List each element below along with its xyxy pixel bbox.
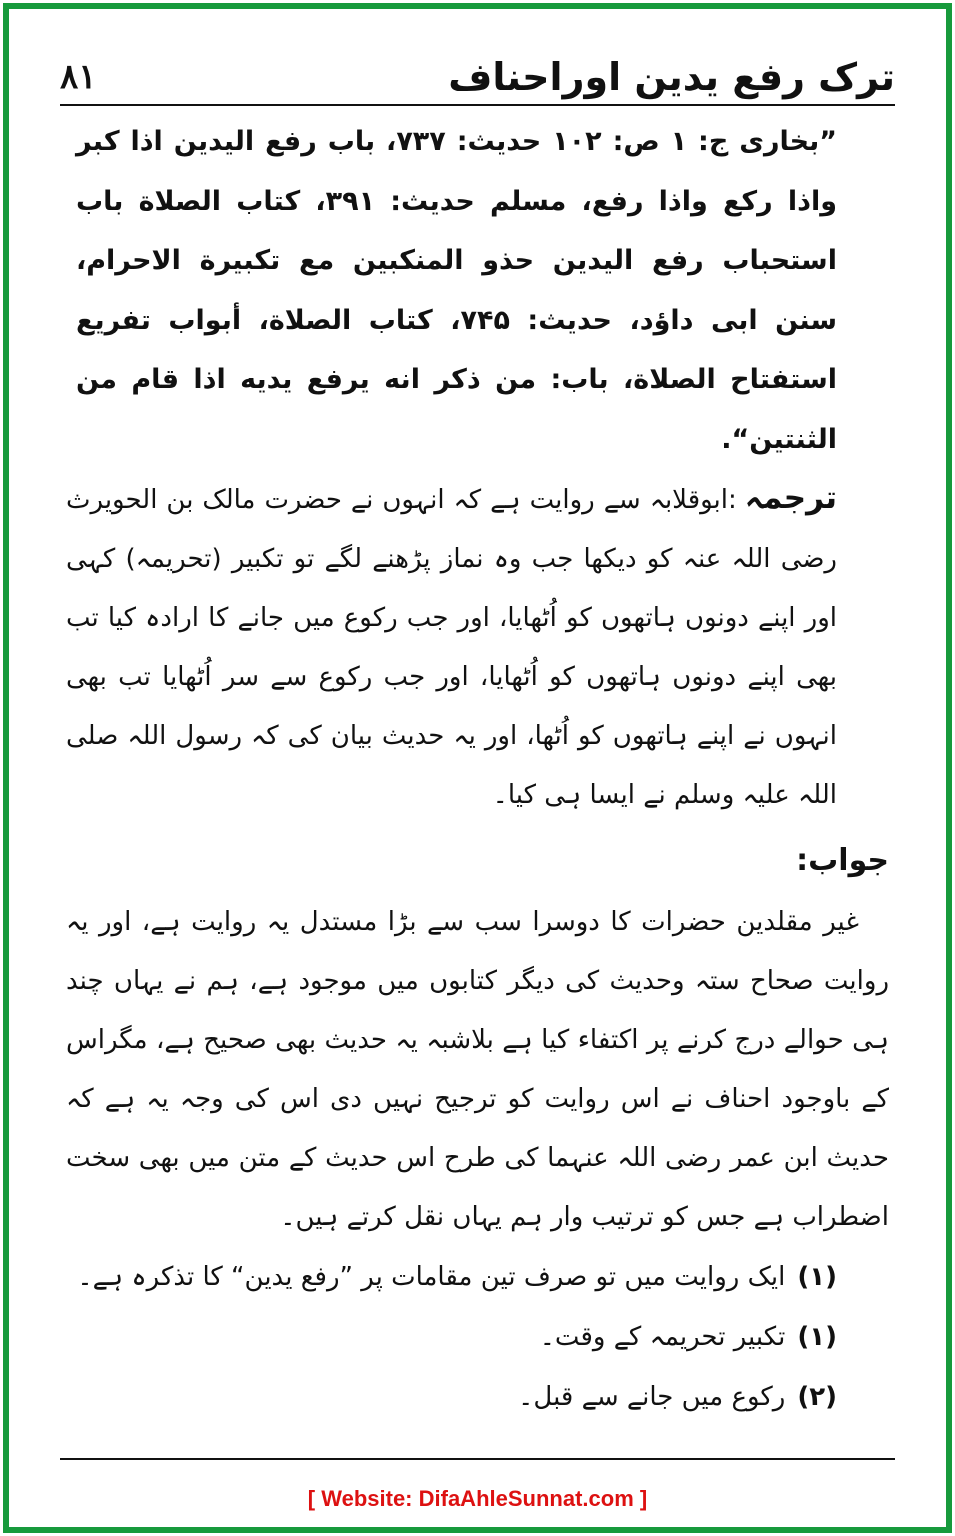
points-list [66, 1247, 889, 1427]
list-text: تکبیر تحریمہ کے وقت۔ [539, 1322, 786, 1352]
hadith-citation: ”بخاری ج: ۱ ص: ۱۰۲ حدیث: ۷۳۷، باب رفع الیدین اذا کبر واذا رکع واذا رفع، مسلم حدیث: ۳۹۱، کتاب الصلاة باب استحباب رفع الیدین حذو المنکبین مع تکبیرة الاحرام، سنن ابی داؤد، حدیث: ۷۴۵، کتاب الصلاة، أبواب تفریع استفتاح الصلاة، باب: من ذکر انه یرفع یدیه اذا قام من الثنتین“. [76, 126, 838, 455]
list-item [66, 1367, 837, 1427]
page-header [60, 52, 895, 102]
footer-divider [60, 1458, 895, 1460]
list-text: رکوع میں جانے سے قبل۔ [518, 1382, 786, 1412]
website-footer: [ Website: DifaAhleSunnat.com ] [307, 1486, 648, 1511]
list-marker: (۱) [797, 1322, 837, 1352]
page-content [66, 112, 889, 1452]
page-number: ٨١ [60, 57, 97, 97]
book-title: ترک رفع یدین اوراحناف [448, 55, 895, 99]
header-divider [60, 104, 895, 106]
list-text: ایک روایت میں تو صرف تین مقامات پر ”رفع یدین“ کا تذکرہ ہے۔ [77, 1262, 786, 1292]
list-marker: (۱) [797, 1262, 837, 1292]
answer-heading: جواب: [796, 843, 889, 878]
list-marker: (۲) [797, 1382, 837, 1412]
translation-text: :ابوقلابہ سے روایت ہے کہ انہوں نے حضرت مالک بن الحویرث رضی اللہ عنہ کو دیکھا جب وہ نماز پڑھنے لگے تو تکبیر (تحریمہ) کہی اور اپنے دونوں ہاتھوں کو اُٹھایا، اور جب رکوع میں جانے کا ارادہ کیا تب بھی اپنے دونوں ہاتھوں کو اُٹھایا، اور جب رکوع سے سر اُٹھایا تب بھی انہوں نے اپنے ہاتھوں کو اُٹھا، اور یہ حدیث بیان کی کہ رسول اللہ صلی اللہ علیہ وسلم نے ایسا ہی کیا۔ [66, 485, 837, 810]
list-item [66, 1247, 837, 1307]
list-item [66, 1307, 837, 1367]
translation-paragraph [66, 469, 889, 825]
answer-paragraph: غیر مقلدین حضرات کا دوسرا سب سے بڑا مستدل یہ روایت ہے، اور یہ روایت صحاح ستہ وحدیث کی دیگر کتابوں میں موجود ہے، ہم نے یہاں چند ہی حوالے درج کرنے پر اکتفاء کیا ہے بلاشبہ یہ حدیث بھی صحیح ہے، مگراس کے باوجود احناف نے اس روایت کو ترجیح نہیں دی اس کی وجہ یہ ہے کہ حدیث ابن عمر رضی اللہ عنہما کی طرح اس حدیث کے متن میں بھی سخت اضطراب ہے جس کو ترتیب وار ہم یہاں نقل کرتے ہیں۔ [66, 907, 889, 1232]
translation-label: ترجمہ [744, 480, 837, 516]
